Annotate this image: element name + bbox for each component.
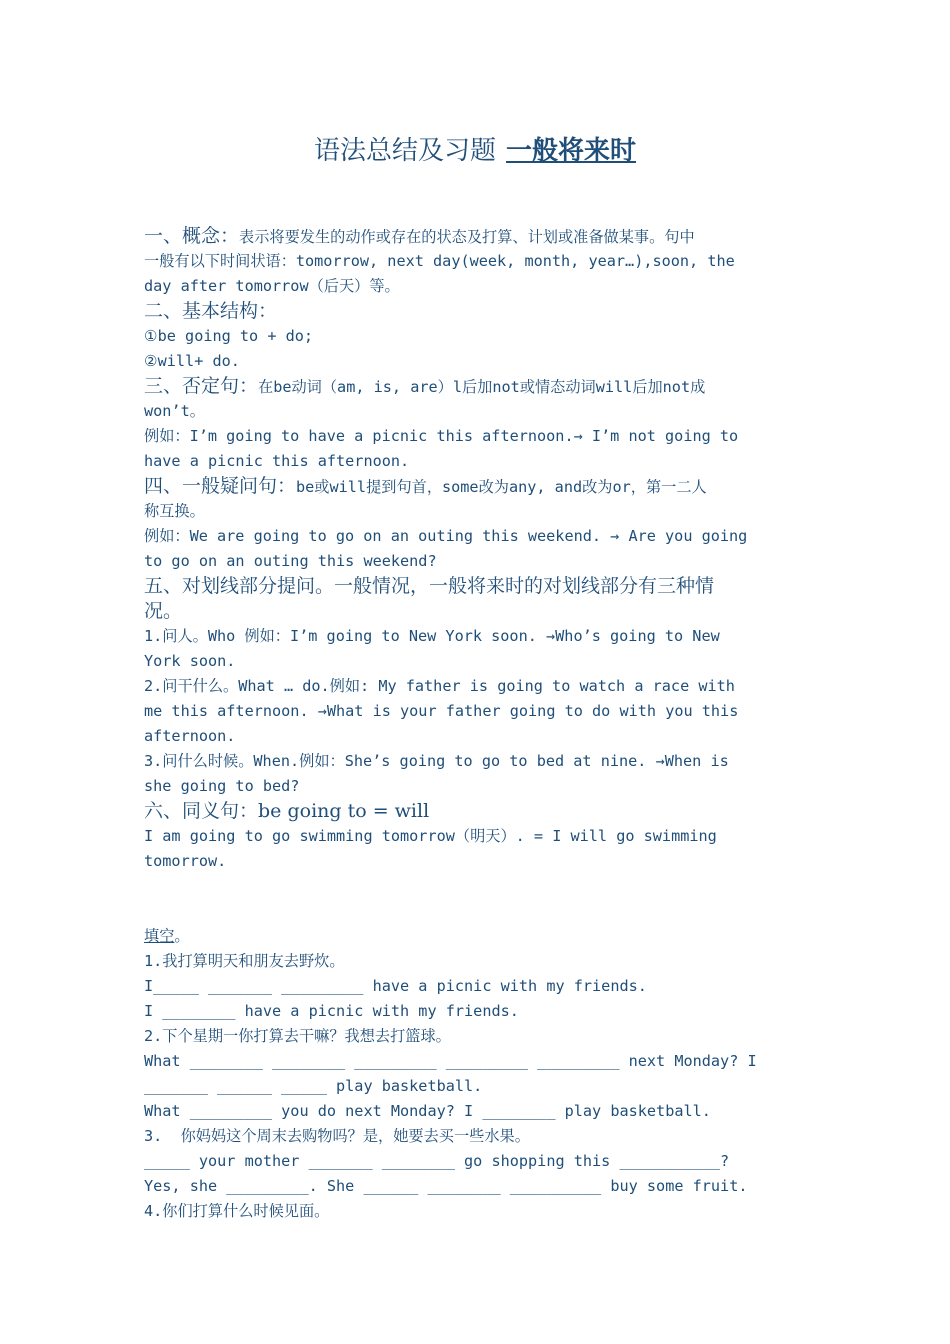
exercise-heading: 填空	[144, 927, 175, 945]
document-body	[144, 224, 812, 1224]
exercise-heading-tail: 。	[174, 927, 190, 945]
synonym-example-1: I am going to go swimming tomorrow（明天）. = I will go swimming	[144, 827, 717, 845]
concept-text: 表示将要发生的动作或存在的状态及打算、计划或准备做某事。句中	[239, 228, 695, 246]
section-spacer	[144, 874, 812, 924]
question-example-1: 例如：We are going to go on an outing this weekend. → Are you going	[144, 527, 748, 545]
special-line-6: 3.问什么时候。When.例如：She’s going to go to bed at nine. →When is	[144, 752, 729, 770]
exercise-line-8: 3. 你妈妈这个周末去购物吗？是，她要去买一些水果。	[144, 1127, 530, 1145]
title-main: 一般将来时	[506, 136, 637, 166]
special-line-2: York soon.	[144, 652, 236, 670]
exercise-line-4: 2.下个星期一你打算去干嘛？我想去打篮球。	[144, 1027, 451, 1045]
exercise-line-5: What ________ ________ _________ _________ _________ next Monday? I	[144, 1052, 757, 1070]
structure-line-2: ②will+ do.	[144, 352, 240, 370]
exercise-heading-line	[144, 924, 812, 949]
exercise-line-10: Yes, she _________. She ______ ________ __________ buy some fruit.	[144, 1177, 748, 1195]
exercise-line-11: 4.你们打算什么时候见面。	[144, 1202, 330, 1220]
concept-line-3: day after tomorrow（后天）等。	[144, 277, 400, 295]
structure-line-1: ①be going to + do;	[144, 327, 314, 345]
negative-example-1: 例如：I’m going to have a picnic this afternoon.→ I’m not going to	[144, 427, 739, 445]
question-example-2: to go on an outing this weekend?	[144, 552, 437, 570]
page-title	[0, 132, 950, 170]
question-heading: 四、一般疑问句：	[144, 475, 297, 497]
special-heading-2: 况。	[144, 600, 183, 622]
synonym-heading: 六、同义句：	[144, 800, 259, 822]
concept-line-1	[144, 224, 812, 249]
special-line-7: she going to bed?	[144, 777, 300, 795]
synonym-line-1	[144, 799, 812, 824]
special-line-5: afternoon.	[144, 727, 236, 745]
question-line-2: 称互换。	[144, 502, 205, 520]
special-heading-1: 五、对划线部分提问。一般情况，一般将来时的对划线部分有三种情	[144, 575, 715, 597]
structure-heading: 二、基本结构：	[144, 300, 278, 322]
special-line-4: me this afternoon. →What is your father going to do with you this	[144, 702, 739, 720]
exercise-line-7: What _________ you do next Monday? I ________ play basketball.	[144, 1102, 711, 1120]
special-line-1: 1.问人。Who 例如：I’m going to New York soon. →Who’s going to New	[144, 627, 720, 645]
exercise-line-6: _______ ______ _____ play basketball.	[144, 1077, 483, 1095]
concept-heading: 一、概念：	[144, 225, 240, 247]
title-prefix: 语法总结及习题	[313, 136, 496, 166]
special-line-3: 2.问干什么。What … do.例如: My father is going to watch a race with	[144, 677, 735, 695]
negative-example-2: have a picnic this afternoon.	[144, 452, 410, 470]
exercise-line-2: I_____ _______ _________ have a picnic with my friends.	[144, 977, 647, 995]
negative-line-2: won’t。	[144, 402, 205, 420]
negative-text: 在be动词（am, is, are）l后加not或情态动词will后加not成	[258, 378, 706, 396]
exercise-line-9: _____ your mother _______ ________ go shopping this ___________?	[144, 1152, 730, 1170]
synonym-formula: be going to = will	[258, 800, 430, 822]
exercise-line-3: I ________ have a picnic with my friends.	[144, 1002, 519, 1020]
question-text: be或will提到句首，some改为any, and改为or，第一二人	[296, 478, 707, 496]
concept-line-2: 一般有以下时间状语：tomorrow, next day(week, month, year…),soon, the	[144, 252, 735, 270]
question-line-1	[144, 474, 812, 499]
negative-heading: 三、否定句：	[144, 375, 259, 397]
exercise-line-1: 1.我打算明天和朋友去野炊。	[144, 952, 345, 970]
synonym-example-2: tomorrow.	[144, 852, 227, 870]
negative-line-1	[144, 374, 812, 399]
